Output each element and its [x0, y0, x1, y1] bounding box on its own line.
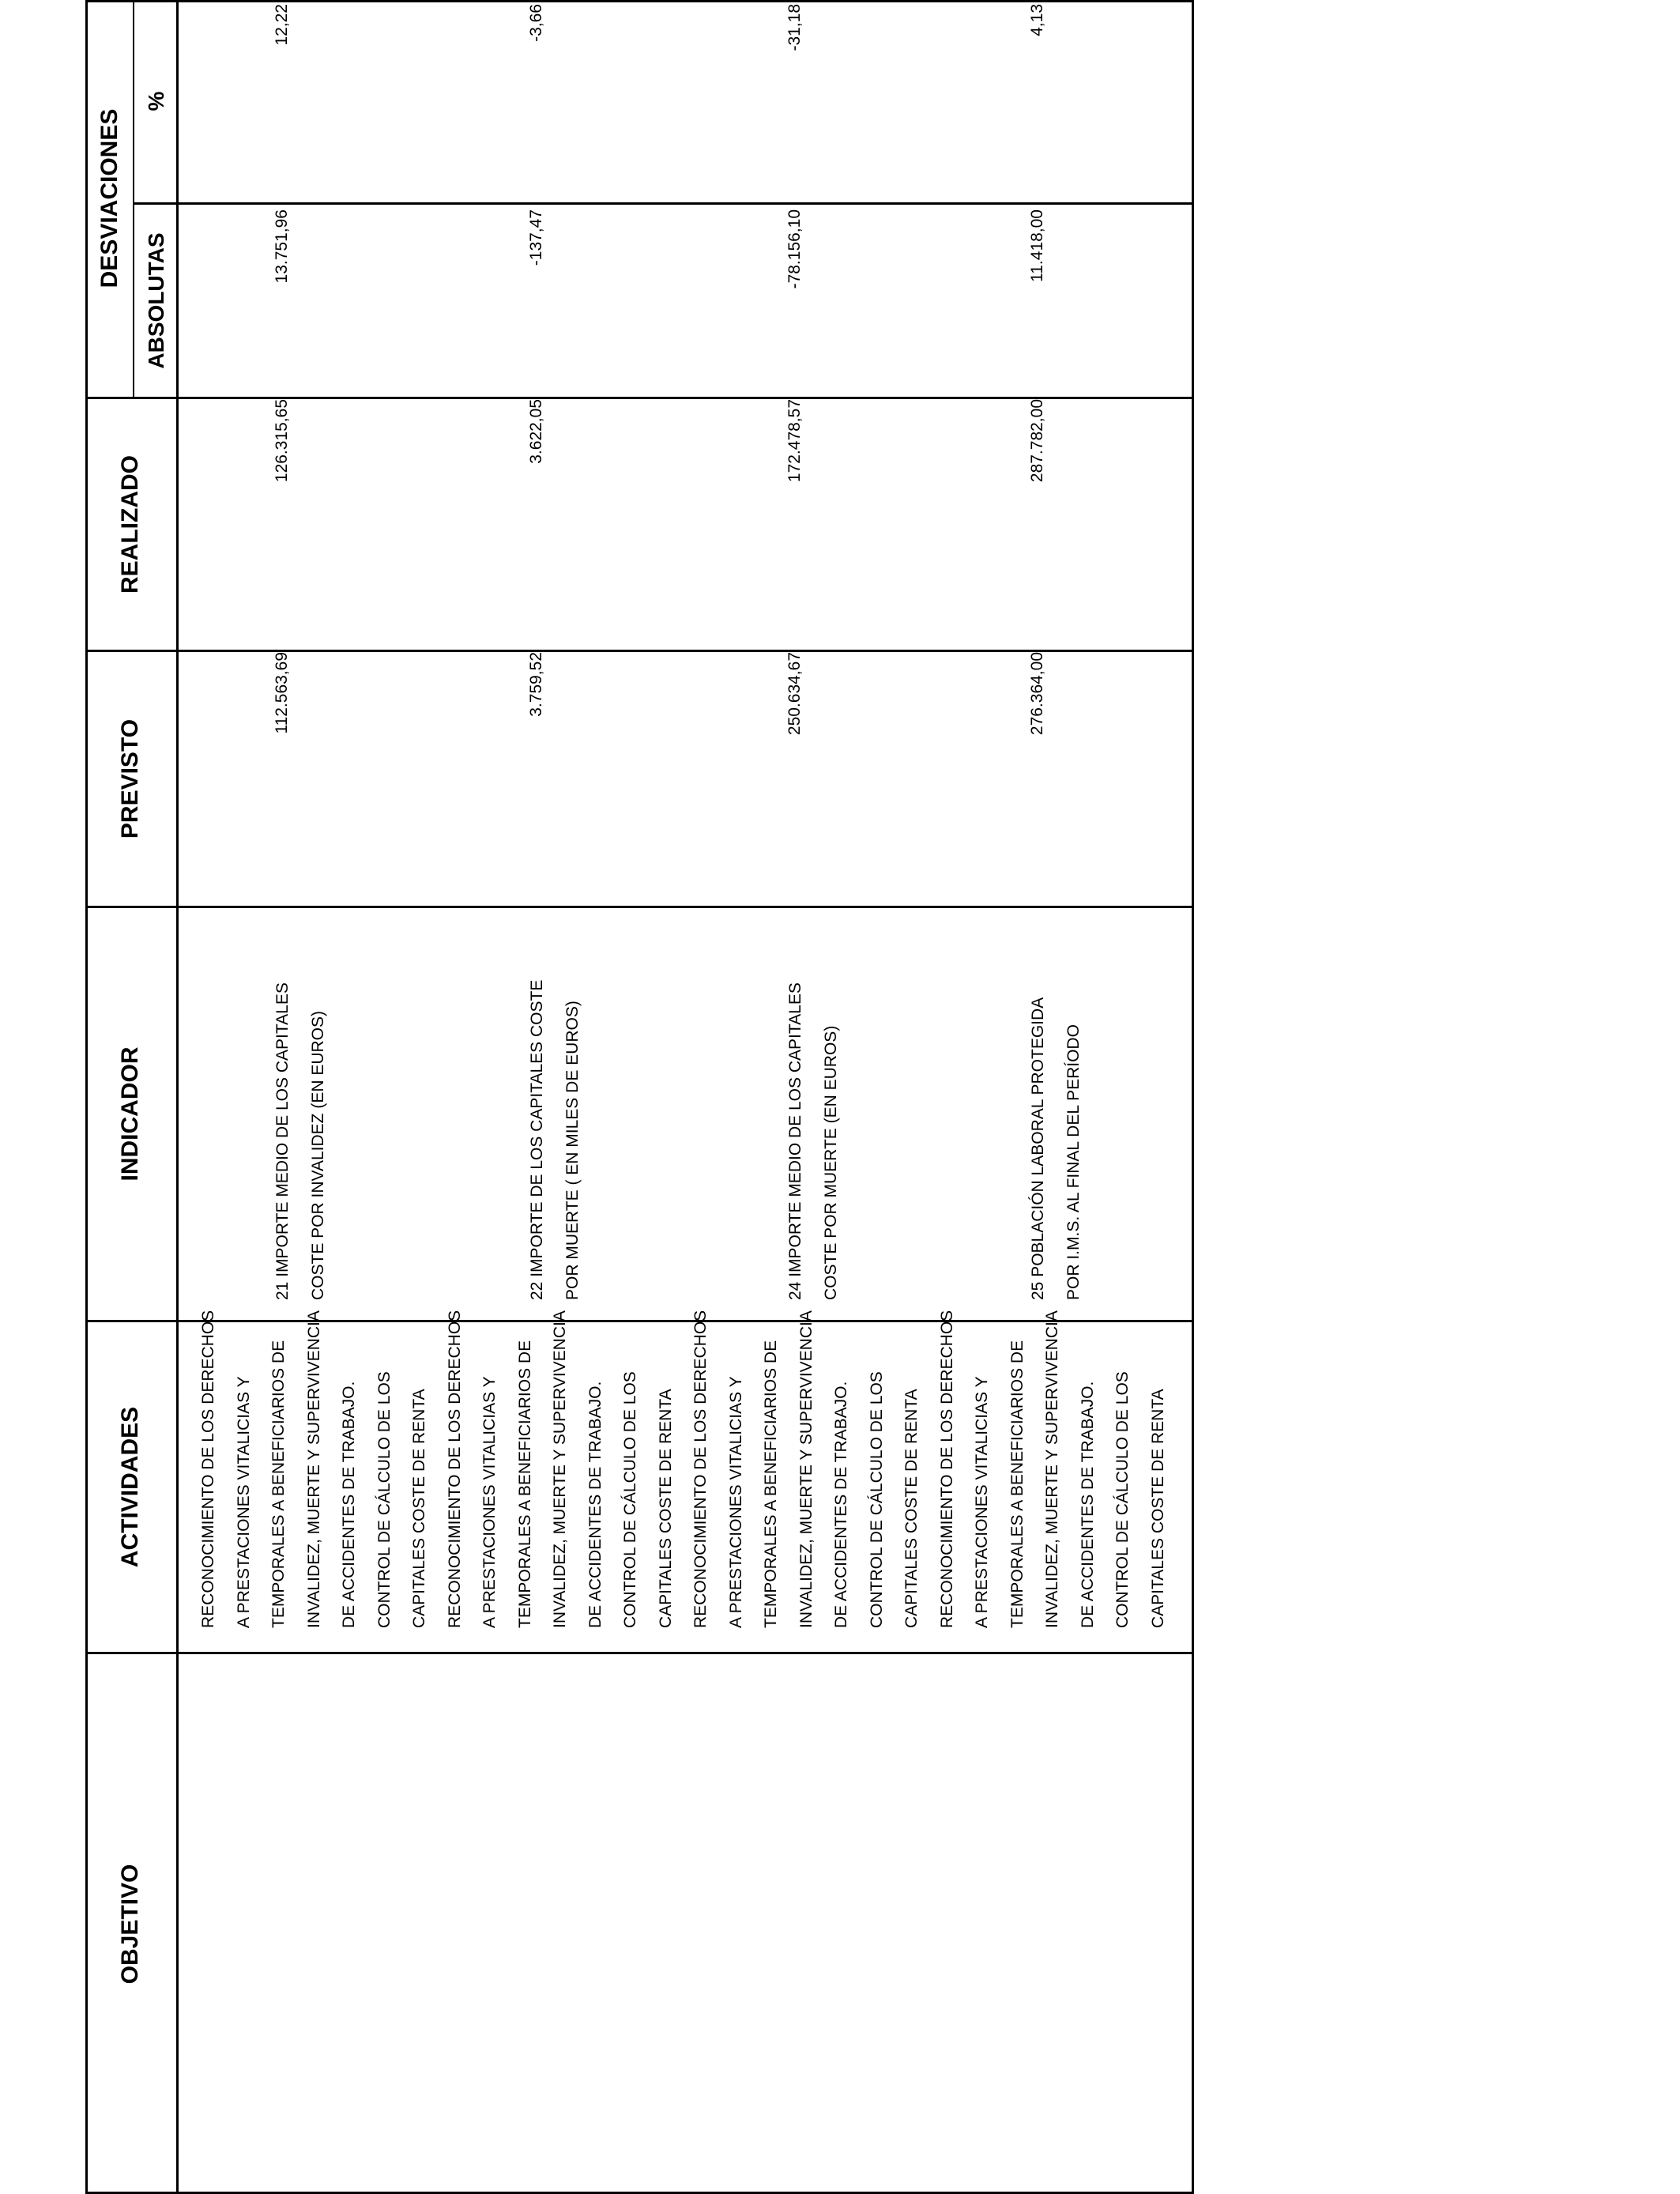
actividad-line: CONTROL DE CÁLCULO DE LOS [867, 1371, 886, 1628]
actividad-line: INVALIDEZ, MUERTE Y SUPERVIVENCIA [304, 1310, 323, 1628]
actividad-line: CAPITALES COSTE DE RENTA [410, 1389, 428, 1628]
actividad-line: CONTROL DE CÁLCULO DE LOS [1113, 1371, 1132, 1628]
indicador-line: COSTE POR MUERTE (EN EUROS) [822, 1025, 840, 1300]
actividad-line: DE ACCIDENTES DE TRABAJO. [340, 1381, 358, 1628]
actividad-line: RECONOCIMIENTO DE LOS DERECHOS [937, 1310, 956, 1628]
table-border-right [85, 0, 1194, 2]
previsto-value: 250.634,67 [785, 652, 804, 736]
indicador-line: 25 POBLACIÓN LABORAL PROTEGIDA [1029, 997, 1047, 1300]
header-actividades: ACTIVIDADES [117, 1406, 143, 1568]
indicador-cell [265, 982, 336, 1300]
actividad-line: TEMPORALES A BENEFICIARIOS DE [515, 1340, 534, 1628]
actividad-line: CONTROL DE CÁLCULO DE LOS [375, 1371, 394, 1628]
absolutas-value: 11.418,00 [1028, 209, 1046, 282]
indicador-cell [1020, 997, 1091, 1300]
previsto-value: 276.364,00 [1028, 652, 1046, 736]
actividad-line: A PRESTACIONES VITALICIAS Y [726, 1376, 745, 1628]
actividad-line: INVALIDEZ, MUERTE Y SUPERVIVENCIA [1043, 1310, 1061, 1628]
absolutas-value: -137,47 [527, 209, 545, 266]
actividad-line: TEMPORALES A BENEFICIARIOS DE [269, 1340, 288, 1628]
actividad-line: CONTROL DE CÁLCULO DE LOS [621, 1371, 639, 1628]
header-porcentaje: % [144, 91, 168, 111]
header-previsto: PREVISTO [117, 718, 143, 839]
table-border-top [85, 0, 88, 2194]
actividad-line: CAPITALES COSTE DE RENTA [1148, 1389, 1167, 1628]
actividad-line: DE ACCIDENTES DE TRABAJO. [832, 1381, 850, 1628]
realizado-value: 126.315,65 [273, 399, 291, 483]
porcentaje-value: 12,22 [273, 4, 291, 46]
porcentaje-value: 4,13 [1028, 4, 1046, 36]
desviaciones-split [133, 0, 134, 399]
table-border-bottom [1192, 0, 1194, 2194]
actividad-line: CAPITALES COSTE DE RENTA [656, 1389, 675, 1628]
col-sep-objetivo [85, 1652, 1194, 1654]
actividad-line: INVALIDEZ, MUERTE Y SUPERVIVENCIA [551, 1310, 569, 1628]
actividad-line: INVALIDEZ, MUERTE Y SUPERVIVENCIA [797, 1310, 816, 1628]
realizado-value: 287.782,00 [1028, 399, 1046, 483]
absolutas-value: -78.156,10 [785, 209, 804, 289]
header-objetivo: OBJETIVO [117, 1864, 143, 1985]
realizado-value: 172.478,57 [785, 399, 804, 483]
indicador-cell [519, 980, 590, 1300]
header-realizado: REALIZADO [117, 455, 143, 594]
header-separator [176, 0, 179, 2194]
actividad-line: RECONOCIMIENTO DE LOS DERECHOS [445, 1310, 464, 1628]
indicador-line: 22 IMPORTE DE LOS CAPITALES COSTE [528, 979, 546, 1300]
indicador-line: 24 IMPORTE MEDIO DE LOS CAPITALES [786, 982, 804, 1300]
col-sep-absolutas [133, 202, 1194, 205]
actividad-line: DE ACCIDENTES DE TRABAJO. [586, 1381, 605, 1628]
porcentaje-value: -31,18 [785, 4, 804, 51]
previsto-value: 112.563,69 [273, 652, 291, 734]
actividad-line: A PRESTACIONES VITALICIAS Y [973, 1376, 991, 1628]
porcentaje-value: -3,66 [527, 4, 545, 42]
indicador-line: 21 IMPORTE MEDIO DE LOS CAPITALES [273, 982, 292, 1300]
actividad-line: A PRESTACIONES VITALICIAS Y [480, 1376, 499, 1628]
indicador-cell [778, 982, 849, 1300]
actividad-line: DE ACCIDENTES DE TRABAJO. [1078, 1381, 1097, 1628]
actividad-line: TEMPORALES A BENEFICIARIOS DE [762, 1340, 780, 1628]
actividad-line: TEMPORALES A BENEFICIARIOS DE [1008, 1340, 1026, 1628]
actividades-cell [191, 1310, 1176, 1628]
indicador-line: POR MUERTE ( EN MILES DE EUROS) [563, 1001, 582, 1300]
col-sep-indicador [85, 906, 1194, 908]
header-desviaciones: DESVIACIONES [96, 108, 122, 288]
actividad-line: RECONOCIMIENTO DE LOS DERECHOS [199, 1310, 217, 1628]
absolutas-value: 13.751,96 [273, 209, 291, 284]
actividad-line: A PRESTACIONES VITALICIAS Y [234, 1376, 253, 1628]
actividad-line: CAPITALES COSTE DE RENTA [902, 1389, 921, 1628]
actividad-line: RECONOCIMIENTO DE LOS DERECHOS [691, 1310, 710, 1628]
header-indicador: INDICADOR [117, 1046, 143, 1182]
rotated-table [85, 0, 1192, 2194]
indicador-line: COSTE POR INVALIDEZ (EN EUROS) [309, 1011, 327, 1300]
header-absolutas: ABSOLUTAS [144, 232, 168, 369]
realizado-value: 3.622,05 [527, 399, 545, 464]
indicador-line: POR I.M.S. AL FINAL DEL PERÍODO [1064, 1024, 1083, 1300]
previsto-value: 3.759,52 [527, 652, 545, 717]
